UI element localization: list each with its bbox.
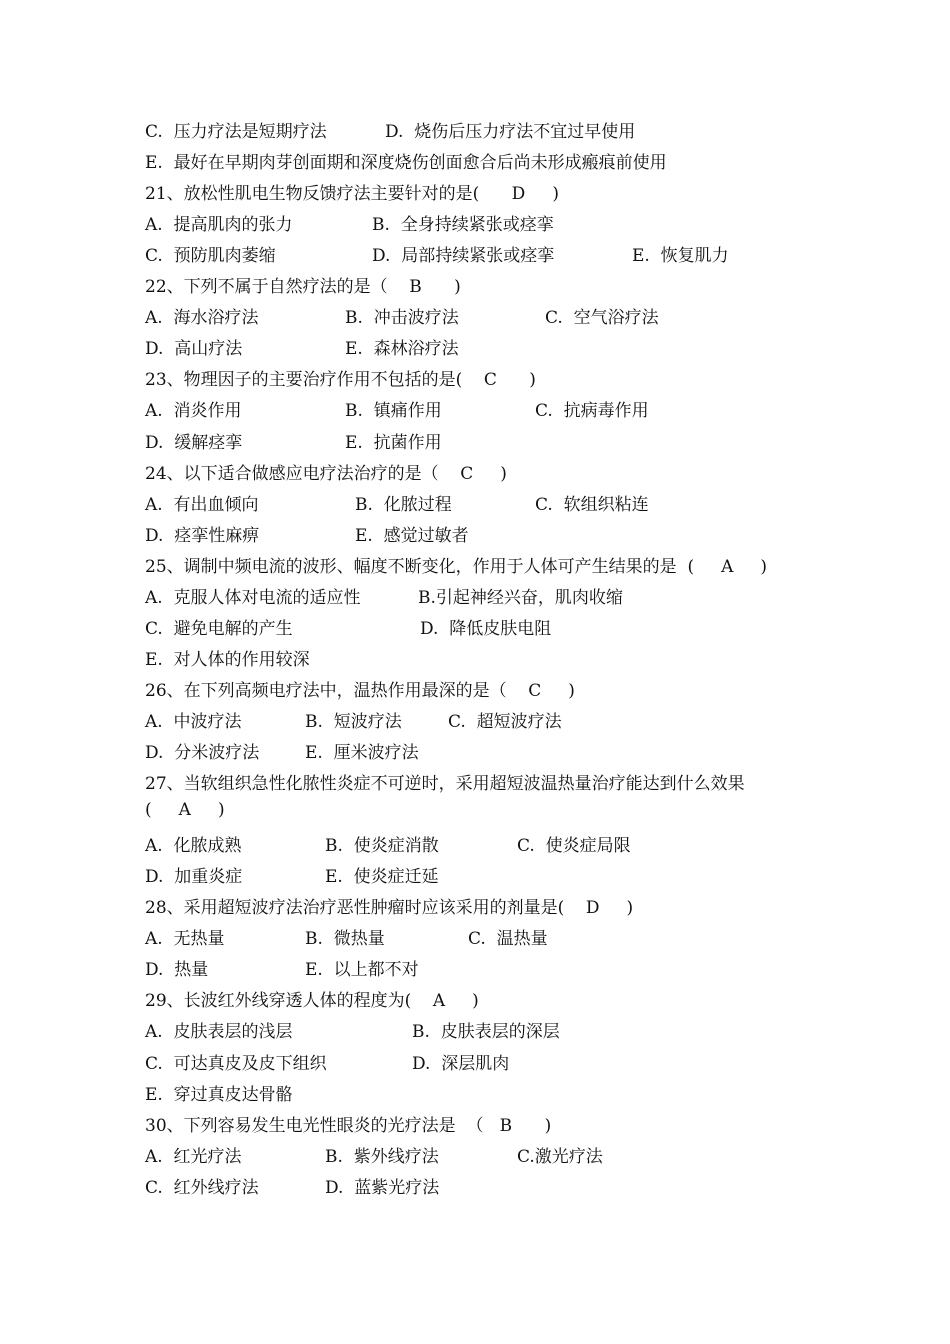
text-line [0, 272, 950, 296]
text-segment: 22、下列不属于自然疗法的是（ B ) [145, 277, 461, 298]
text-segment: ( A ) [145, 800, 225, 821]
text-line [0, 583, 950, 607]
text-segment: A. 提高肌肉的张力 [145, 215, 293, 236]
text-line [0, 241, 950, 265]
text-segment: 21、放松性肌电生物反馈疗法主要针对的是( D ) [145, 184, 559, 205]
text-segment: 29、长波红外线穿透人体的程度为( A ) [145, 991, 479, 1012]
text-line [0, 179, 950, 203]
text-line [0, 862, 950, 886]
text-segment: C. 压力疗法是短期疗法 [145, 122, 327, 142]
text-segment: C. 软组织粘连 [535, 494, 649, 515]
text-segment: E. 森林浴疗法 [345, 339, 459, 360]
text-line [0, 1142, 950, 1166]
text-segment: E. 对人体的作用较深 [145, 649, 310, 670]
text-segment: B. 全身持续紧张或痉挛 [372, 215, 554, 236]
text-line [0, 614, 950, 638]
text-segment: B. 镇痛作用 [345, 401, 442, 422]
text-segment: E. 穿过真皮达骨骼 [145, 1084, 293, 1105]
text-segment: A. 无热量 [145, 929, 225, 950]
text-segment: E. 厘米波疗法 [305, 743, 419, 763]
text-line [0, 521, 950, 545]
text-segment: D. 加重炎症 [145, 867, 243, 888]
text-line [0, 428, 950, 452]
text-segment: E. 使炎症迁延 [325, 867, 439, 888]
text-segment: A. 消炎作用 [145, 401, 242, 422]
text-line [0, 365, 950, 389]
text-segment: C. 可达真皮及皮下组织 [145, 1053, 327, 1074]
text-line [0, 645, 950, 669]
text-segment: A. 海水浴疗法 [145, 308, 259, 329]
text-segment: B. 使炎症消散 [325, 836, 439, 857]
text-line [0, 986, 950, 1010]
text-line [0, 955, 950, 979]
text-line [0, 459, 950, 483]
text-segment: C. 抗病毒作用 [535, 401, 649, 422]
text-segment: C. 温热量 [468, 929, 548, 950]
text-segment: D. 热量 [145, 960, 209, 981]
text-segment: E. 抗菌作用 [345, 432, 442, 453]
text-segment: C. 超短波疗法 [448, 711, 562, 732]
text-segment: E. 以上都不对 [305, 960, 419, 981]
text-line [0, 893, 950, 917]
text-segment: 27、当软组织急性化脓性炎症不可逆时，采用超短波温热量治疗能达到什么效果 [145, 774, 745, 795]
text-segment: D. 降低皮肤电阻 [420, 618, 552, 639]
text-line [0, 676, 950, 700]
text-segment: C. 预防肌肉萎缩 [145, 246, 276, 267]
text-line [0, 738, 950, 762]
text-segment: B. 紫外线疗法 [325, 1146, 439, 1167]
text-segment: A. 克服人体对电流的适应性 [145, 587, 361, 608]
text-segment: E. 感觉过敏者 [355, 525, 469, 546]
text-segment: A. 中波疗法 [145, 711, 242, 732]
text-line [0, 210, 950, 234]
text-segment: A. 化脓成熟 [145, 836, 242, 857]
text-segment: 26、在下列高频电疗法中，温热作用最深的是（ C ) [145, 680, 575, 701]
text-segment: D. 深层肌肉 [412, 1053, 510, 1074]
text-line [0, 924, 950, 948]
text-segment: D. 缓解痉挛 [145, 432, 243, 453]
text-segment: C. 红外线疗法 [145, 1177, 259, 1198]
text-segment: B. 微热量 [305, 929, 385, 950]
text-segment: 24、以下适合做感应电疗法治疗的是（ C ) [145, 463, 507, 484]
text-line [0, 1017, 950, 1041]
text-segment: B. 化脓过程 [355, 494, 452, 515]
text-segment: D. 分米波疗法 [145, 743, 260, 763]
text-line [0, 552, 950, 576]
text-line [0, 800, 950, 824]
text-line [0, 1049, 950, 1073]
text-segment: B. 冲击波疗法 [345, 308, 459, 329]
text-line [0, 1111, 950, 1135]
text-line [0, 1080, 950, 1104]
text-segment: C.激光疗法 [517, 1146, 603, 1167]
text-line [0, 117, 950, 141]
text-segment: 30、下列容易发生电光性眼炎的光疗法是 （ B ) [145, 1115, 552, 1136]
text-segment: A. 有出血倾向 [145, 494, 259, 515]
text-segment: B. 皮肤表层的深层 [412, 1022, 560, 1043]
text-segment: C. 使炎症局限 [517, 836, 631, 857]
text-line [0, 1173, 950, 1197]
text-segment: E. 恢复肌力 [632, 246, 729, 267]
text-segment: D. 高山疗法 [145, 339, 243, 360]
text-segment: E. 最好在早期肉芽创面期和深度烧伤创面愈合后尚未形成瘢痕前使用 [145, 153, 667, 174]
text-segment: A. 红光疗法 [145, 1146, 242, 1167]
text-line [0, 490, 950, 514]
text-segment: D. 痉挛性麻痹 [145, 525, 260, 546]
text-line [0, 707, 950, 731]
text-segment: D. 局部持续紧张或痉挛 [372, 246, 555, 267]
text-segment: B. 短波疗法 [305, 711, 402, 732]
text-line [0, 396, 950, 420]
text-segment: C. 避免电解的产生 [145, 618, 293, 639]
text-segment: 28、采用超短波疗法治疗恶性肿瘤时应该采用的剂量是( D ) [145, 898, 634, 919]
text-segment: C. 空气浴疗法 [545, 308, 659, 329]
text-segment: B.引起神经兴奋，肌肉收缩 [418, 587, 623, 608]
text-line [0, 831, 950, 855]
text-segment: D. 烧伤后压力疗法不宜过早使用 [385, 122, 636, 142]
text-line [0, 148, 950, 172]
text-segment: 23、物理因子的主要治疗作用不包括的是( C ) [145, 370, 536, 391]
text-line [0, 303, 950, 327]
text-line [0, 334, 950, 358]
text-line [0, 769, 950, 793]
text-segment: D. 蓝紫光疗法 [325, 1177, 440, 1198]
text-segment: 25、调制中频电流的波形、幅度不断变化，作用于人体可产生结果的是 ( A ) [145, 556, 768, 577]
text-segment: A. 皮肤表层的浅层 [145, 1022, 293, 1043]
